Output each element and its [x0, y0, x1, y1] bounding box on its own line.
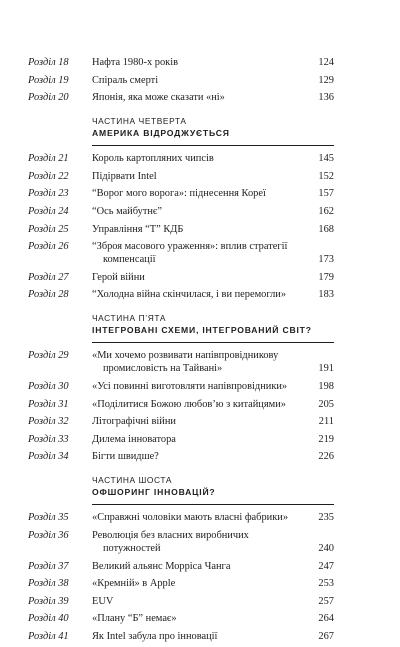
page-number: 183	[318, 289, 334, 301]
toc-entry	[28, 91, 334, 104]
toc-entry	[28, 450, 334, 463]
toc-entry	[28, 630, 334, 643]
chapter-title	[92, 415, 314, 428]
chapter-title-line: EUV	[92, 595, 114, 607]
page-number: 205	[318, 398, 334, 410]
chapter-title	[92, 223, 314, 236]
chapter-number: Розділ 24	[28, 205, 69, 217]
chapter-title-line: «Плану “Б” немає»	[92, 613, 177, 625]
chapter-title	[92, 595, 314, 608]
chapter-title	[92, 398, 314, 411]
page-number: 267	[318, 630, 334, 642]
chapter-title	[92, 511, 314, 524]
chapter-number: Розділ 30	[28, 380, 69, 392]
page-number: 240	[318, 542, 334, 554]
chapter-number: Розділ 27	[28, 271, 69, 283]
chapter-number: Розділ 38	[28, 578, 69, 590]
chapter-number: Розділ 25	[28, 223, 69, 235]
chapter-title-line: потужностей	[103, 542, 161, 554]
chapter-title-line: «Ми хочемо розвивати напівпровідникову	[92, 350, 279, 362]
chapter-title	[92, 577, 314, 590]
chapter-title-line: “Ось майбутнє”	[92, 205, 162, 217]
page-number: 226	[318, 451, 334, 463]
part-name: ОФШОРИНГ ІННОВАЦІЙ?	[92, 487, 216, 498]
chapter-number: Розділ 21	[28, 153, 69, 165]
toc-entry	[28, 511, 334, 524]
part-label: ЧАСТИНА П’ЯТА	[92, 313, 167, 324]
part-heading	[92, 313, 334, 336]
toc-entry	[28, 170, 334, 183]
page-number: 264	[318, 613, 334, 625]
chapter-title-line: “Холодна війна скінчилася, і ви перемогли»	[92, 289, 287, 301]
toc-entry	[28, 74, 334, 87]
chapter-number: Розділ 22	[28, 170, 69, 182]
chapter-number: Розділ 29	[28, 350, 69, 362]
toc-entry	[28, 612, 334, 625]
toc-entry	[28, 349, 334, 375]
toc-entry	[28, 577, 334, 590]
chapter-title	[92, 630, 314, 643]
chapter-title	[92, 529, 314, 555]
page-number: 145	[318, 153, 334, 165]
toc-entry	[28, 271, 334, 284]
toc-entry	[28, 433, 334, 446]
toc-entry	[28, 187, 334, 200]
chapter-number: Розділ 23	[28, 188, 69, 200]
chapter-title	[92, 205, 314, 218]
part-heading	[92, 475, 334, 498]
chapter-title	[92, 187, 314, 200]
chapter-number: Розділ 34	[28, 451, 69, 463]
page-number: 173	[318, 254, 334, 266]
chapter-title-line: компенсації	[103, 254, 156, 266]
chapter-title-line: Бігти швидше?	[92, 451, 159, 463]
chapter-title-line: Дилема інноватора	[92, 433, 176, 445]
chapter-title	[92, 74, 314, 87]
toc-entry	[28, 240, 334, 266]
chapter-title-line: «Справжні чоловіки мають власні фабрики»	[92, 512, 289, 524]
page-number: 168	[318, 223, 334, 235]
chapter-title	[92, 271, 314, 284]
part-divider	[92, 145, 334, 146]
toc-entry	[28, 595, 334, 608]
chapter-title-line: Як Intel забула про інновації	[92, 630, 218, 642]
chapter-number: Розділ 32	[28, 416, 69, 428]
chapter-title	[92, 288, 314, 301]
chapter-title-line: Літографічні війни	[92, 416, 176, 428]
chapter-number: Розділ 28	[28, 289, 69, 301]
page-number: 136	[318, 92, 334, 104]
part-label: ЧАСТИНА ЧЕТВЕРТА	[92, 116, 187, 127]
page-number: 247	[318, 560, 334, 572]
chapter-title	[92, 450, 314, 463]
toc-entry	[28, 398, 334, 411]
chapter-title	[92, 433, 314, 446]
chapter-title-line: Спіраль смерті	[92, 74, 159, 86]
page-number: 211	[318, 416, 334, 428]
chapter-title-line: промисловість на Тайвані»	[103, 363, 223, 375]
chapter-title	[92, 170, 314, 183]
part-heading	[92, 116, 334, 139]
part-name: ІНТЕГРОВАНІ СХЕМИ, ІНТЕГРОВАНИЙ СВІТ?	[92, 325, 312, 336]
chapter-number: Розділ 41	[28, 630, 69, 642]
chapter-title-line: «Кремній» в Apple	[92, 578, 176, 590]
page-number: 157	[318, 188, 334, 200]
chapter-number: Розділ 20	[28, 92, 69, 104]
page-number: 198	[318, 380, 334, 392]
part-name: АМЕРИКА ВІДРОДЖУЄТЬСЯ	[92, 128, 230, 139]
chapter-number: Розділ 36	[28, 529, 69, 541]
table-of-contents	[28, 56, 334, 647]
chapter-number: Розділ 19	[28, 74, 69, 86]
chapter-title-line: “Зброя масового ураження»: вплив стратегії	[92, 241, 288, 253]
page-number: 219	[318, 433, 334, 445]
part-label: ЧАСТИНА ШОСТА	[92, 475, 173, 486]
chapter-title-line: Управління “Т” КДБ	[92, 223, 184, 235]
toc-entry	[28, 560, 334, 573]
chapter-number: Розділ 35	[28, 512, 69, 524]
chapter-title-line: «Поділитися Божою любов’ю з китайцями»	[92, 398, 286, 410]
chapter-number: Розділ 26	[28, 241, 69, 253]
chapter-number: Розділ 18	[28, 57, 69, 68]
chapter-title	[92, 560, 314, 573]
chapter-title-line: Революція без власних виробничих	[92, 529, 249, 541]
chapter-title	[92, 91, 314, 104]
toc-entry	[28, 288, 334, 301]
chapter-title-line: Великий альянс Морріса Чанга	[92, 560, 231, 572]
chapter-title-line: Підірвати Intel	[92, 170, 157, 182]
page-number: 124	[318, 57, 334, 68]
chapter-title-line: Нафта 1980-х років	[92, 57, 178, 68]
toc-entry	[28, 380, 334, 393]
chapter-title	[92, 240, 314, 266]
chapter-title	[92, 152, 314, 165]
toc-entry	[28, 56, 334, 69]
toc-entry	[28, 205, 334, 218]
chapter-title	[92, 56, 314, 69]
chapter-number: Розділ 37	[28, 560, 69, 572]
part-divider	[92, 504, 334, 505]
chapter-title	[92, 349, 314, 375]
page-number: 162	[318, 205, 334, 217]
chapter-number: Розділ 39	[28, 595, 69, 607]
page-number: 152	[318, 170, 334, 182]
toc-entry	[28, 152, 334, 165]
page-number: 129	[318, 74, 334, 86]
toc-entry	[28, 415, 334, 428]
chapter-number: Розділ 31	[28, 398, 69, 410]
chapter-title-line: Герой війни	[92, 271, 145, 283]
chapter-title-line: “Ворог мого ворога»: піднесення Кореї	[92, 188, 266, 200]
chapter-title-line: Японія, яка може сказати «ні»	[92, 92, 225, 104]
part-divider	[92, 342, 334, 343]
page-number: 235	[318, 512, 334, 524]
toc-entry	[28, 529, 334, 555]
toc-entry	[28, 223, 334, 236]
chapter-title	[92, 612, 314, 625]
chapter-number: Розділ 40	[28, 613, 69, 625]
chapter-number: Розділ 33	[28, 433, 69, 445]
page-number: 257	[318, 595, 334, 607]
page-number: 179	[318, 271, 334, 283]
chapter-title-line: «Усі повинні виготовляти напівпровідники»	[92, 380, 288, 392]
page-number: 191	[318, 363, 334, 375]
page-number: 253	[318, 578, 334, 590]
chapter-title	[92, 380, 314, 393]
chapter-title-line: Король картопляних чипсів	[92, 153, 214, 165]
